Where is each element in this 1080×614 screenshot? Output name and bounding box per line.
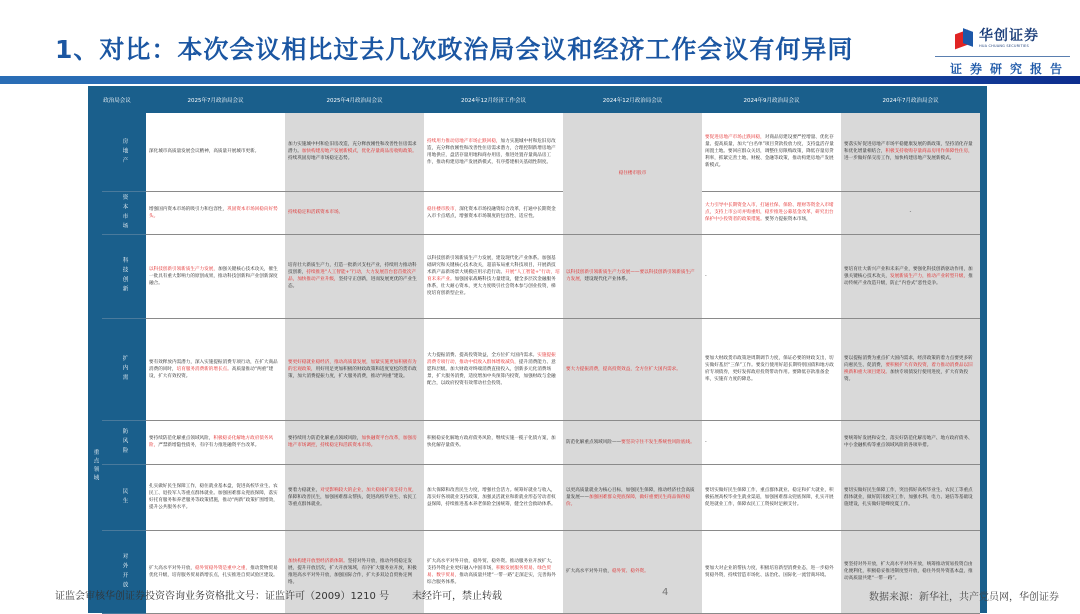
- group-label: 重点领域: [88, 318, 102, 613]
- table-cell: [146, 318, 285, 420]
- title-band: [0, 76, 1080, 84]
- table-cell: [841, 234, 980, 318]
- highlighted-text: 稳住楼市股市，: [427, 206, 460, 212]
- table-cell: [702, 191, 841, 234]
- highlighted-text: 要促进房地产市场止跌回稳，: [705, 135, 765, 141]
- highlighted-text: 大力引导中长期资金入市，打通社保、保险、理财等资金入市堵点，支持上市公司并购重组，稳步推进公募基金改革，研究出台保护中小投资者的政策措施。: [705, 203, 834, 222]
- row-gap: [980, 420, 987, 464]
- row-header: 防风险: [102, 420, 146, 464]
- cell-text: 要落实好促进房地产市场平稳健康发展的新政策，坚持消化存量和优化增量相结合，: [844, 142, 973, 155]
- table-cell: [424, 113, 563, 191]
- company-logo: [955, 28, 1055, 50]
- table-cell: [285, 191, 424, 234]
- page-number: 4: [662, 587, 669, 598]
- cell-text: -: [909, 210, 912, 215]
- table-cell: [841, 420, 980, 464]
- cell-text: 扎实做好民生保障工作，稳住就业基本盘，促进高校毕业生、农民工、退役军人等重点群体就业。加强困难群众兜底保障，落实好托育服务和养老服务等政策措施，推动“两新”政策扩围增效，提升公共服务水平。: [149, 484, 278, 510]
- cell-text: 建设现代化产业体系。: [584, 277, 631, 282]
- row-header: 房地产: [102, 113, 146, 191]
- table-cell: [563, 318, 702, 420]
- table-cell: [146, 191, 285, 234]
- logo-divider: [935, 56, 1070, 57]
- column-header: 2024年9月政治局会议: [702, 86, 841, 113]
- table-cell: [146, 464, 285, 530]
- comparison-table: [88, 86, 987, 591]
- cell-text: 要着力稳就业，: [288, 487, 321, 493]
- logo-name-cn: 华创证券: [979, 28, 1039, 44]
- cell-text: 持续巩固房地产市场稳定态势。: [288, 156, 353, 162]
- highlighted-text: 稳外贸、稳外资。: [611, 569, 649, 574]
- corner-header: 政治局会议: [88, 86, 146, 113]
- copyright-notice: 未经许可，禁止转载: [412, 591, 502, 602]
- table-cell: [841, 113, 980, 191]
- report-label: 证券研究报告: [950, 62, 1071, 76]
- highlighted-text: 要大力提振消费，提高投资效益，全方位扩大国内需求。: [566, 366, 681, 372]
- row-gap: [980, 464, 987, 530]
- cell-text: -: [705, 439, 707, 445]
- table-cell: [702, 113, 841, 191]
- table-cell: [563, 113, 702, 234]
- highlighted-text: 培育服务消费新的增长点。: [176, 366, 232, 372]
- cell-text: 加大保障和改善民生力度，增强社会活力。统筹好就业与收入，落实好各项就业支持政策，加强灵活就业和新就业形态劳动者权益保障，持续推进基本养老保险全国统筹，健全社会救助体系。: [427, 487, 556, 507]
- cell-text: 深化资本市场投融资综合改革，打通中长期资金入市卡点堵点，增强资本市场制度的包容性、适应性。: [427, 206, 556, 219]
- table-cell: [424, 191, 563, 234]
- cell-text: 提升消费能力、意愿和层级。加大财政对终端消费直接投入，创新多元化消费场景，扩大服务消费，适度增加中央预算内投资，加强财政与金融配合，以政府投资有效带动社会投资。: [427, 359, 556, 386]
- table-cell: [146, 113, 285, 191]
- highlighted-text: 加快构建开放型经济新体制。: [288, 558, 348, 564]
- cell-text: 对商品房建设要严控增量、优化存量、提高质量，加大“白名单”项目贷款投放力度，支持盘活存量闲置土地。要回应群众关切，调整住房限购政策，降低存量房贷利率，抓紧完善土地、财税、金融等政策，推动构建房地产发展新模式。: [705, 135, 834, 169]
- cell-text: 保障和改善民生，加强困难群众帮扶，促进高校毕业生、农民工等重点群体就业。: [288, 494, 417, 507]
- highlighted-text: 积极支持收购存量商品房用作保障性住房，: [885, 149, 973, 155]
- table-row: [88, 234, 987, 318]
- highlighted-text: 持续稳定和活跃资本市场。: [288, 210, 344, 215]
- cell-text: 要持续用力防范化解重点领域风险，: [288, 436, 362, 441]
- table-cell: [702, 318, 841, 420]
- table-cell: [702, 234, 841, 318]
- cell-text: 严禁新增隐性债务，有序有力推进融资平台改革。: [158, 443, 260, 448]
- cell-text: 要切实做好民生保障工作，重点群体就业、稳定和扩大就业，积极拓展高校毕业生就业渠道，加强困难群众兜底保障，扎实开展促进就业工作，保障农民工工资按时足额支付。: [705, 487, 834, 507]
- data-source: 数据来源：新华社，共产党员网，华创证券: [869, 592, 1059, 603]
- cell-text: 防范化解重点领域风险——: [566, 439, 622, 445]
- highlighted-text: 稳住楼市股市: [618, 170, 647, 176]
- cell-text: 要努力提振资本市场，: [764, 217, 811, 222]
- table-row: [88, 318, 987, 420]
- cell-text: -: [705, 273, 707, 279]
- cell-text: 要培育壮大新兴产业和未来产业，要强化科技创新驱动作用，加强关键核心技术攻关，: [844, 266, 973, 279]
- cell-text: 以科技创新引领新质生产力发展，建设现代化产业体系。加强基础研究和关键核心技术攻关，超前布局重大科技项目，开展新技术新产品新场景大规模应用示范行动。: [427, 256, 556, 275]
- cell-text: 加快专项债发行使用进度，扩大有效投资。: [844, 370, 969, 382]
- cell-text: 要以提振消费为重点扩大国内需求，经济政策的着力点要更多转向惠民生、促消费，: [844, 356, 973, 368]
- table-cell: [424, 234, 563, 318]
- row-gap: [980, 318, 987, 420]
- cell-text: 要持续防范化解重点领域风险，: [149, 436, 214, 441]
- table-cell: [702, 464, 841, 530]
- highlighted-text: 加快融资平台改革，加强房地产市场调控，持续稳定和活跃资本市场。: [288, 436, 417, 448]
- cell-text: 推动货物贸易优化升级，培育服务贸易新增长点，扎实推进自贸试验区建设。: [149, 565, 278, 578]
- row-gap: [980, 113, 987, 191]
- cell-text: 培育壮大新质生产力，打造一批新兴支柱产业，持续用力推动科技创新，: [288, 263, 417, 275]
- cell-text: 扩大高水平对外开放，稳外贸、稳外资。推动服务业开放扩大，支持外资企业更好融入中国市场，: [427, 558, 556, 571]
- table-cell: [424, 464, 563, 530]
- cell-text: 推动高质量共建“一带一路”走深走实，完善海外综合服务体系。: [427, 572, 556, 585]
- highlighted-text: 加强困难群众兜底保障，做好重要民生商品保供稳价。: [566, 494, 691, 507]
- table-cell: [841, 191, 980, 234]
- cell-text: 以更高质量就业为核心目标，加强民生保障，推动经济社会高质量发展——: [566, 487, 695, 500]
- highlighted-text: 开展“人工智能+”行动，培育未来产业。: [427, 270, 560, 282]
- cell-text: 用好用足更加积极的财政政策和适度宽松的货币政策，加大消费提振力度，扩大服务消费，推动“两重”建设。: [288, 366, 417, 379]
- row-header: 民生: [102, 464, 146, 530]
- cell-text: 积极推进高水平对外开放，加强国际合作，扩大多双边自贸协定网络。: [288, 565, 417, 585]
- group-spacer: [88, 113, 102, 318]
- table-cell: [285, 234, 424, 318]
- highlighted-text: 积极稳妥化解地方政府债务风险，: [149, 436, 274, 448]
- column-header: 2024年7月政治局会议: [841, 86, 980, 113]
- cell-text: 积极稳妥化解地方政府债务风险，继续实施一揽子化债方案，加快化解存量债务。: [427, 436, 556, 448]
- cell-text: 要切实做好民生保障工作，突出抓好高校毕业生、农民工等重点群体就业，做好防汛救灾工作，加强水利、电力、通信等基础设施建设，扎实做好迎峰度夏工作。: [844, 487, 973, 507]
- cell-text: 要加大财政货币政策逆周期调节力度，保证必要的财政支出，切实做好基层“三保”工作。要发行使用好超长期特别国债和地方政府专项债券，更好发挥政府投资带动作用。要降低存款准备金率，实施有力度的降息。: [705, 356, 834, 382]
- cell-text: 加强关键核心技术攻关，催生一批具有重大影响力的原创成果，推动科技创新和产业创新深度融合。: [149, 266, 278, 286]
- cell-text: 要坚持对外开放，扩大高水平对外开放，统筹推动贸易投资自由化便利化，积极稳妥推进制度型开放，稳住外贸外资基本盘，推动高质量共建“一带一路”。: [844, 562, 973, 581]
- highlighted-text: 要更好稳就业稳经济，推动高质量发展，加紧实施更加积极有为的宏观政策，: [288, 359, 417, 372]
- cell-text: 高质量推动“两重”建设，扩大有效投资。: [149, 366, 274, 379]
- table-cell: [563, 234, 702, 318]
- highlighted-text: 加快构建房地产发展新模式，优化存量商品房收购政策。: [301, 149, 417, 155]
- table-row: [88, 420, 987, 464]
- row-header: 对外开放: [102, 530, 146, 613]
- row-header: 科技创新: [102, 234, 146, 318]
- cell-text: 坚持对外开放，推动外贸稳定发展，提升开放层次，扩大开放领域，有序扩大服务业开放，: [288, 558, 413, 571]
- table-cell: [285, 113, 424, 191]
- table-cell: [285, 318, 424, 420]
- table-header-row: [88, 86, 987, 113]
- cell-text: 加力实施城中村和危旧房改造，充分释放刚性和改善性住房需求潜力，合理控制新增房地产用地供应，盘活存量用地和商办用房，推进处置存量商品房工作，推动构建房地产发展新模式，有序搭建相关基础性制度。: [427, 138, 556, 165]
- cell-text: 要有效释放内需潜力，深入实施提振消费专项行动，在扩大商品消费的同时，: [149, 359, 278, 372]
- highlighted-text: 以科技创新引领新质生产力发展，: [149, 266, 218, 272]
- row-header: 扩内需: [102, 318, 146, 420]
- cell-text: 加强国家战略科技力量建设，健全多层次金融服务体系，壮大耐心资本，更大力度吸引社会资本参与创业投资，梯度培育创新型企业。: [427, 277, 556, 296]
- table-row: [88, 113, 987, 191]
- highlighted-text: 对受影响较大的企业，加大稳岗扩岗支持力度，: [320, 487, 417, 493]
- row-gap: [980, 191, 987, 234]
- highlighted-text: 实施提振消费专项行动，推动中低收入群体增收减负，: [427, 352, 556, 365]
- cell-text: 要统筹好发展和安全，落实好防范化解房地产、地方政府债务、中小金融机构等重点领域风险的各项举措。: [844, 436, 973, 448]
- table-cell: [146, 234, 285, 318]
- highlighted-text: 以科技创新引领新质生产力发展——要以科技创新引领新质生产力发展，: [566, 270, 695, 282]
- highlighted-text: 发展新质生产力，推动产业转型升级，: [889, 273, 969, 279]
- highlighted-text: 持续推进“人工智能+”行动，大力发展首台套首批次产品，加快推动产业升级，: [288, 270, 417, 282]
- highlighted-text: 要坚决守住不发生系统性风险底线。: [621, 439, 695, 445]
- page-title: 1、对比：本次会议相比过去几次政治局会议和经济工作会议有何异同: [55, 35, 854, 64]
- cell-text: 坚持守正创新，进而发展更优的产业生态。: [288, 277, 417, 289]
- cell-text: 进一步做好保交房工作，加快构建房地产发展新模式。: [844, 156, 955, 162]
- highlighted-text: 要积极扩大有效投资，着力推动消费品以旧换新和重大项目建设。: [844, 363, 973, 375]
- row-gap: [980, 234, 987, 318]
- highlighted-text: 积极发展服务贸易、绿色贸易、数字贸易，: [427, 565, 552, 578]
- table-cell: [563, 420, 702, 464]
- table-cell: [702, 530, 841, 613]
- cell-text: 加力实施城中村和危旧房改造，充分释放刚性和改善性住房需求潜力。: [288, 142, 417, 155]
- table-cell: [841, 318, 980, 420]
- logo-cube-icon: [955, 29, 975, 49]
- license-text: 证监会审核华创证券投资咨询业务资格批文号：证监许可（2009）1210 号: [55, 591, 390, 602]
- table-row: [88, 191, 987, 234]
- column-header: 2024年12月政治局会议: [563, 86, 702, 113]
- column-header: 2024年12月经济工作会议: [424, 86, 563, 113]
- cell-text: 深化城市高质量发展会议精神，高质量开展城市更新。: [149, 149, 260, 155]
- cell-text: 推动传统产业改造升级，防止“内卷式”恶性竞争。: [844, 273, 973, 286]
- cell-text: 要加大对企业的帮扶力度，积极培育新型消费业态，进一步稳外贸稳外资，持续营造市场化、法治化、国际化一流营商环境。: [705, 565, 834, 578]
- table-cell: [563, 464, 702, 530]
- table-cell: [424, 420, 563, 464]
- table-cell: [285, 464, 424, 530]
- cell-text: 扩大高水平对外开放，: [566, 569, 612, 574]
- row-header: 资本市场: [102, 191, 146, 234]
- cell-text: 增强国内资本市场的吸引力和包容性，: [149, 206, 228, 212]
- header-gap: [980, 86, 987, 113]
- cell-text: 扩大高水平对外开放，: [149, 565, 195, 571]
- table-row: [88, 464, 987, 530]
- table-cell: [424, 318, 563, 420]
- table-cell: [702, 420, 841, 464]
- table-cell: [146, 420, 285, 464]
- highlighted-text: 持续用力推动房地产市场止跌回稳，: [427, 138, 501, 144]
- logo-name-en: HUA CHUANG SECURITIES: [979, 44, 1029, 48]
- highlighted-text: 巩固资本市场回稳向好势头。: [149, 206, 278, 219]
- column-header: 2025年7月政治局会议: [146, 86, 285, 113]
- cell-text: 大力提振消费、提高投资效益，全方位扩大国内需求。: [427, 352, 538, 358]
- highlighted-text: 稳外贸稳外资是重中之重，: [194, 565, 251, 571]
- table-cell: [285, 420, 424, 464]
- column-header: 2025年4月政治局会议: [285, 86, 424, 113]
- table-cell: [841, 464, 980, 530]
- table-cell: [563, 530, 702, 613]
